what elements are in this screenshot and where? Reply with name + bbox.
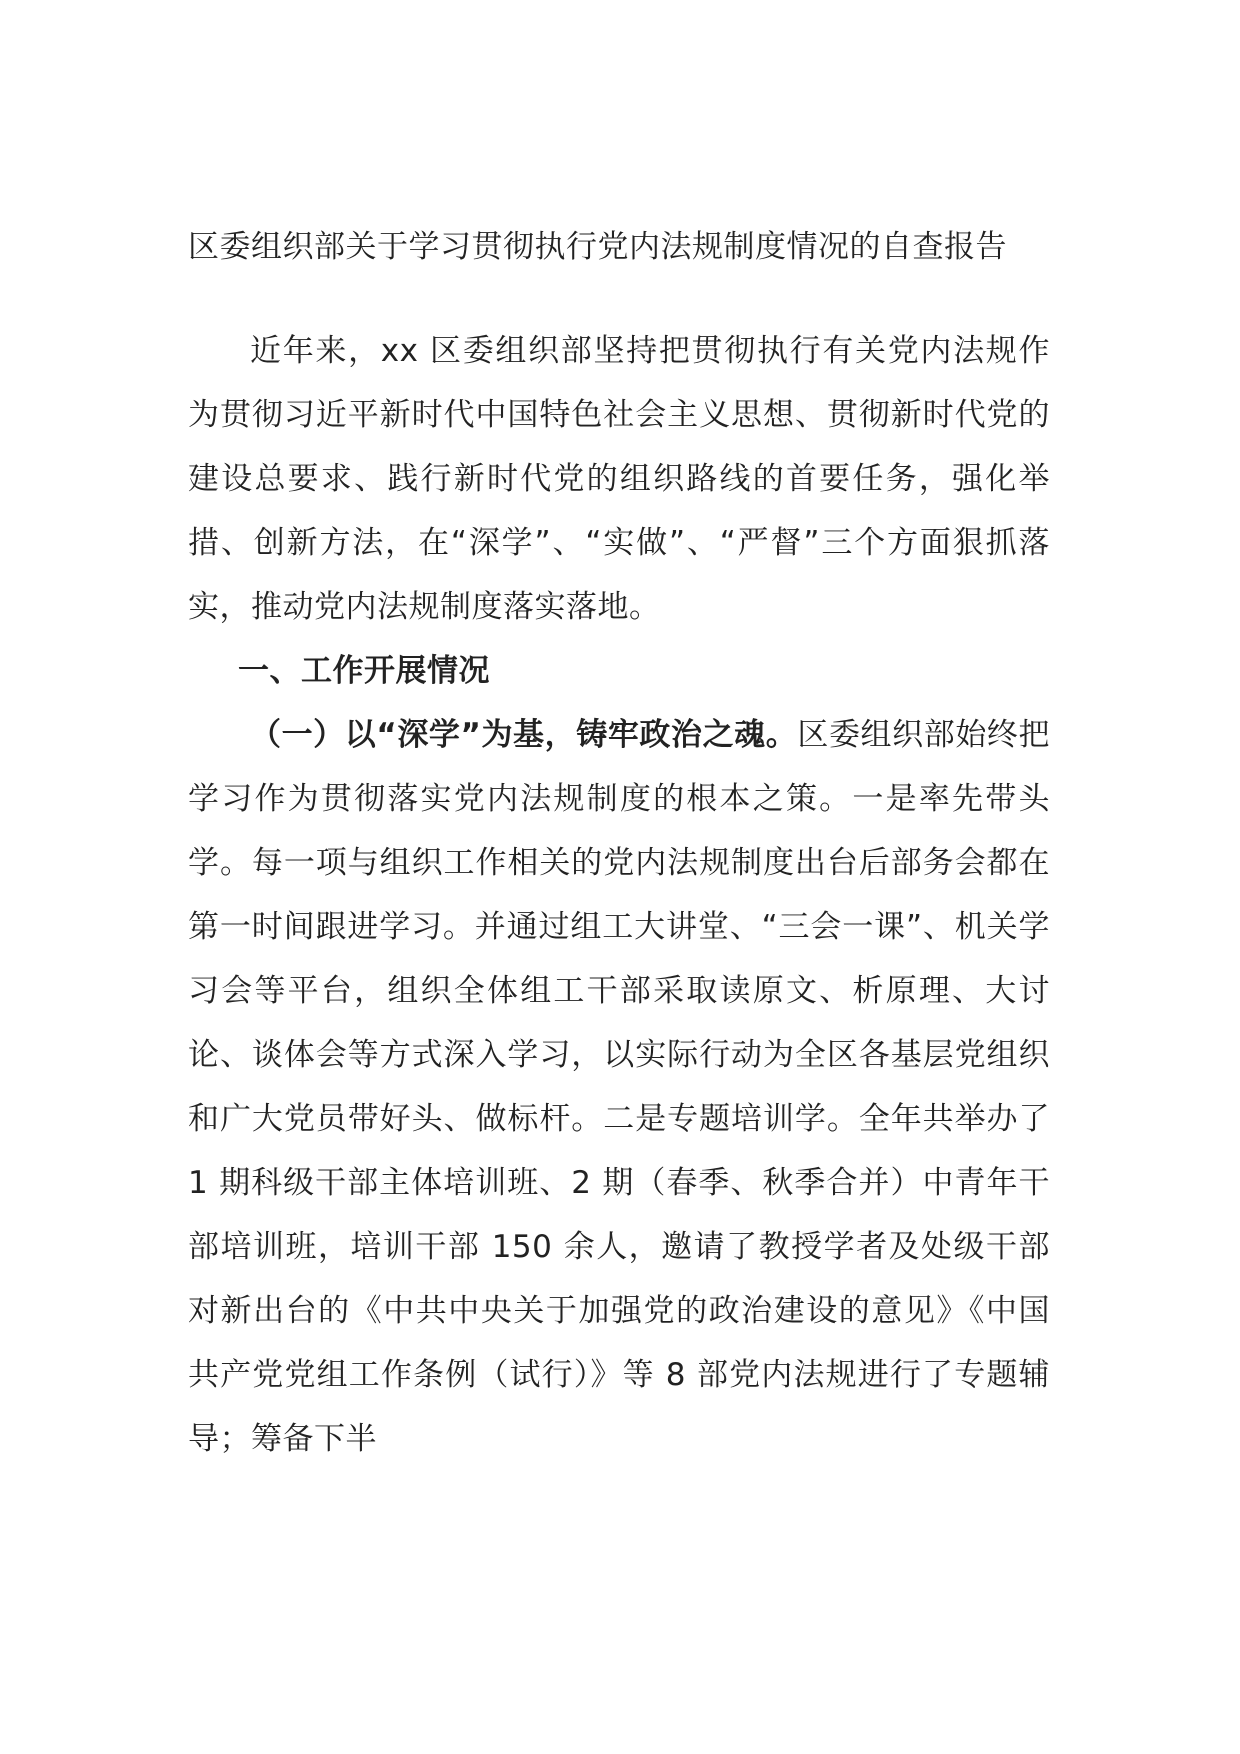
intro-paragraph: 近年来，xx 区委组织部坚持把贯彻执行有关党内法规作为贯彻习近平新时代中国特色社会主义思想、贯彻新时代党的建设总要求、践行新时代党的组织路线的首要任务，强化举措、创新方法，在“深学”、“实做”、“严督”三个方面狠抓落实，推动党内法规制度落实落地。 <box>188 333 1050 625</box>
document-body <box>188 215 1050 1471</box>
section-heading: 一、工作开展情况 <box>238 653 490 689</box>
subsection-lead: （一）以“深学”为基，铸牢政治之魂。 <box>250 717 798 753</box>
subsection-body: 区委组织部始终把学习作为贯彻落实党内法规制度的根本之策。一是率先带头学。每一项与组织工作相关的党内法规制度出台后部务会都在第一时间跟进学习。并通过组工大讲堂、“三会一课”、机关学习会等平台，组织全体组工干部采取读原文、析原理、大讨论、谈体会等方式深入学习，以实际行动为全区各基层党组织和广大党员带好头、做标杆。二是专题培训学。全年共举办了 1 期科级干部主体培训班、2 期（春季、秋季合并）中青年干部培训班，培训干部 150 余人，邀请了教授学者及处级干部对新出台的《中共中央关于加强党的政治建设的意见》《中国共产党党组工作条例（试行）》等 8 部党内法规进行了专题辅导；筹备下半 <box>188 717 1051 1457</box>
subsection-paragraph <box>188 703 1050 1471</box>
document-title: 区委组织部关于学习贯彻执行党内法规制度情况的自查报告 <box>188 229 1007 265</box>
